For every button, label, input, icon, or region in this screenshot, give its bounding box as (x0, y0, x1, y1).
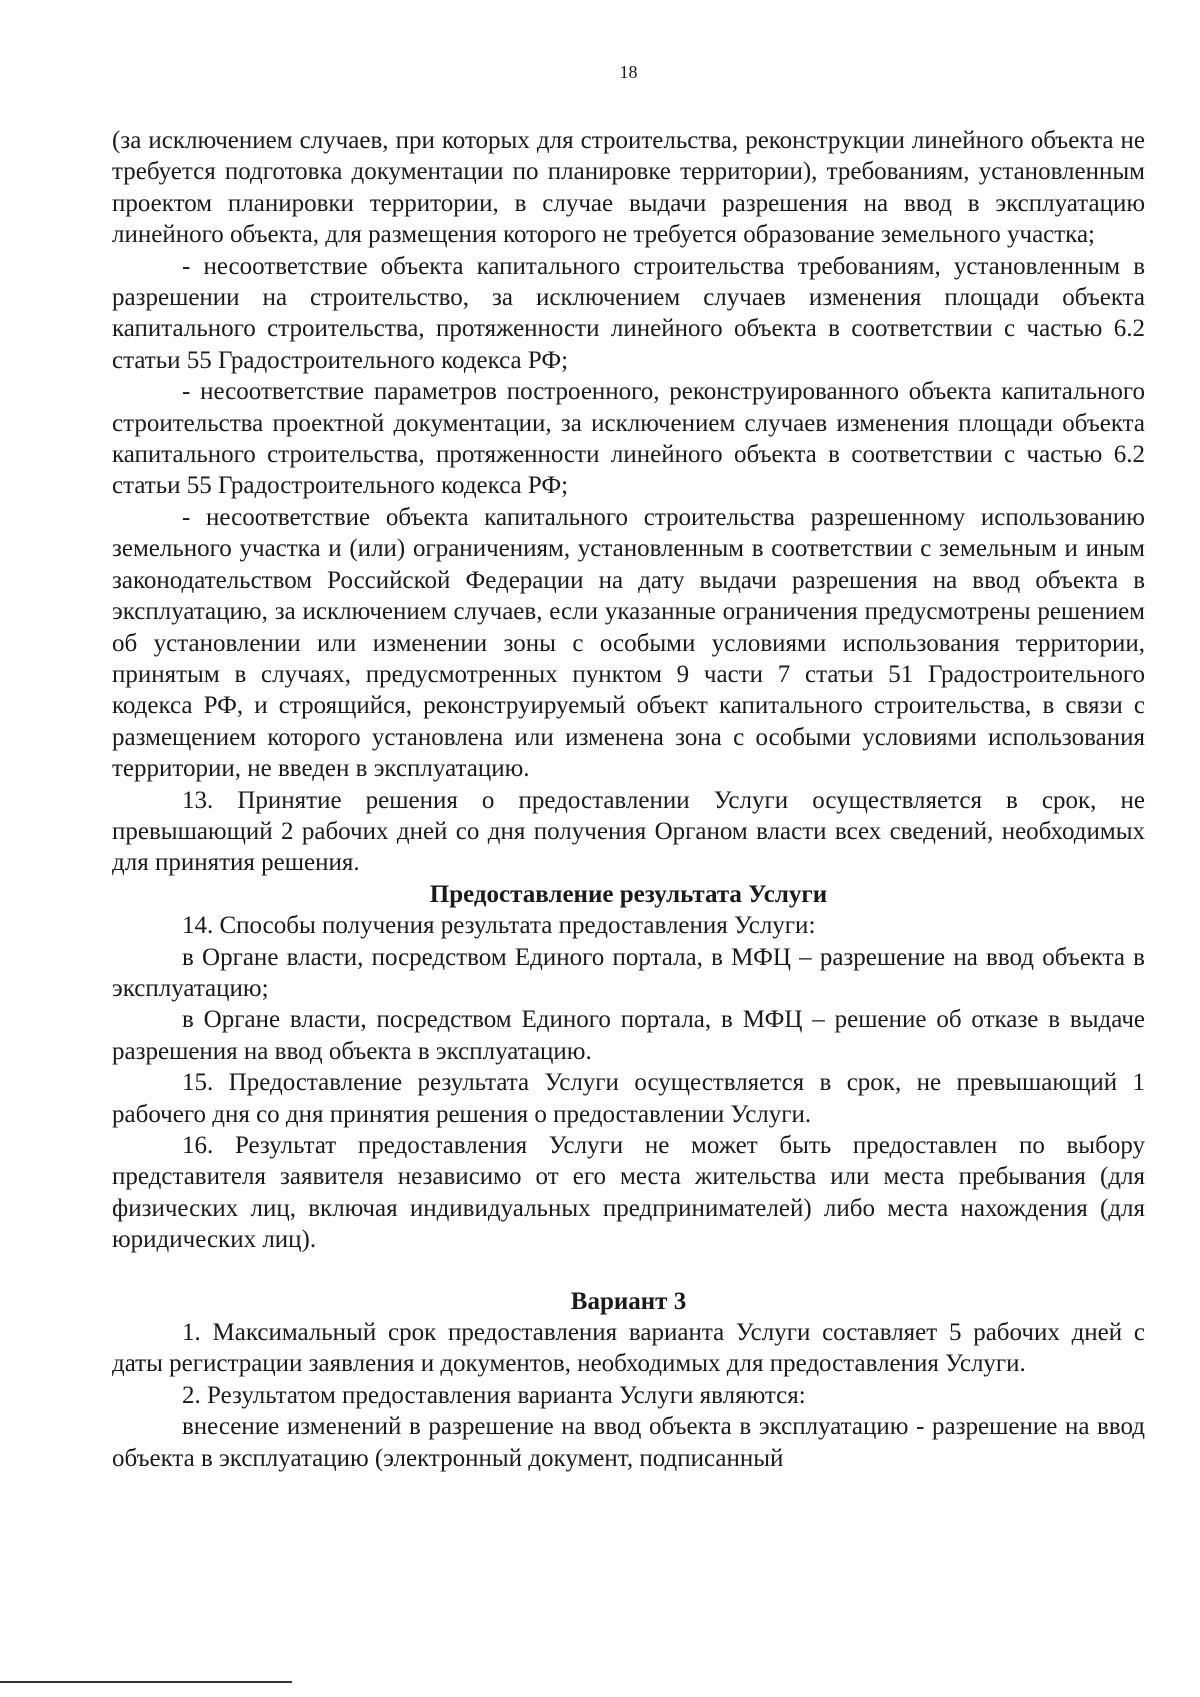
body-paragraph: - несоответствие объекта капитального строительства требованиям, установленным в разрешении на строительство, за исключением случаев изменения площади объекта капитального строительства, протяженности линейного объекта в соответствии с частью 6.2 статьи 55 Градостроительного кодекса РФ; (112, 252, 1145, 374)
document-page (112, 62, 1145, 1474)
section-heading: Вариант 3 (570, 1287, 687, 1315)
body-paragraph: в Органе власти, посредством Единого портала, в МФЦ – решение об отказе в выдаче разрешения на ввод объекта в эксплуатацию. (112, 1006, 1145, 1065)
body-paragraph: 15. Предоставление результата Услуги осуществляется в срок, не превышающий 1 рабочего дня со дня принятия решения о предоставлении Услуги. (112, 1069, 1145, 1128)
body-paragraph: 1. Максимальный срок предоставления варианта Услуги составляет 5 рабочих дней с даты регистрации заявления и документов, необходимых для предоставления Услуги. (112, 1319, 1145, 1378)
document-body (112, 125, 1145, 1474)
page-number: 18 (619, 62, 638, 82)
body-paragraph: внесение изменений в разрешение на ввод объекта в эксплуатацию - разрешение на ввод объекта в эксплуатацию (электронный документ, подписанный (112, 1413, 1145, 1472)
body-paragraph: (за исключением случаев, при которых для строительства, реконструкции линейного объекта не требуется подготовка документации по планировке территории), требованиям, установленным проектом планировки территории, в случае выдачи разрешения на ввод в эксплуатацию линейного объекта, для размещения которого не требуется образование земельного участка; (112, 127, 1145, 249)
body-paragraph: 16. Результат предоставления Услуги не может быть предоставлен по выбору представителя заявителя независимо от его места жительства или места пребывания (для физических лиц, включая индивидуальных предпринимателей) либо места нахождения (для юридических лиц). (112, 1132, 1145, 1254)
section-heading: Предоставление результата Услуги (429, 880, 828, 908)
section-spacer (112, 1256, 1145, 1286)
body-paragraph: 2. Результатом предоставления варианта Услуги являются: (182, 1381, 806, 1409)
body-paragraph: 13. Принятие решения о предоставлении Услуги осуществляется в срок, не превышающий 2 рабочих дней со дня получения Органом власти всех сведений, необходимых для принятия решения. (112, 786, 1145, 877)
body-paragraph: - несоответствие параметров построенного, реконструированного объекта капитального строительства проектной документации, за исключением случаев изменения площади объекта капитального строительства, протяженности линейного объекта в соответствии с частью 6.2 статьи 55 Градостроительного кодекса РФ; (112, 378, 1145, 500)
body-paragraph: 14. Способы получения результата предоставления Услуги: (182, 912, 816, 940)
body-paragraph: - несоответствие объекта капитального строительства разрешенному использованию земельного участка и (или) ограничениям, установленным в соответствии с земельным и иным законодательством Российской Федерации на дату выдачи разрешения на ввод объекта в эксплуатацию, за исключением случаев, если указанные ограничения предусмотрены решением об установлении или изменении зоны с особыми условиями использования территории, принятым в случаях, предусмотренных пунктом 9 части 7 статьи 51 Градостроительного кодекса РФ, и строящийся, реконструируемый объект капитального строительства, в связи с размещением которого установлена или изменена зона с особыми условиями использования территории, не введен в эксплуатацию. (112, 503, 1145, 783)
footer-rule (0, 1681, 292, 1683)
body-paragraph: в Органе власти, посредством Единого портала, в МФЦ – разрешение на ввод объекта в эксплуатацию; (112, 943, 1145, 1002)
